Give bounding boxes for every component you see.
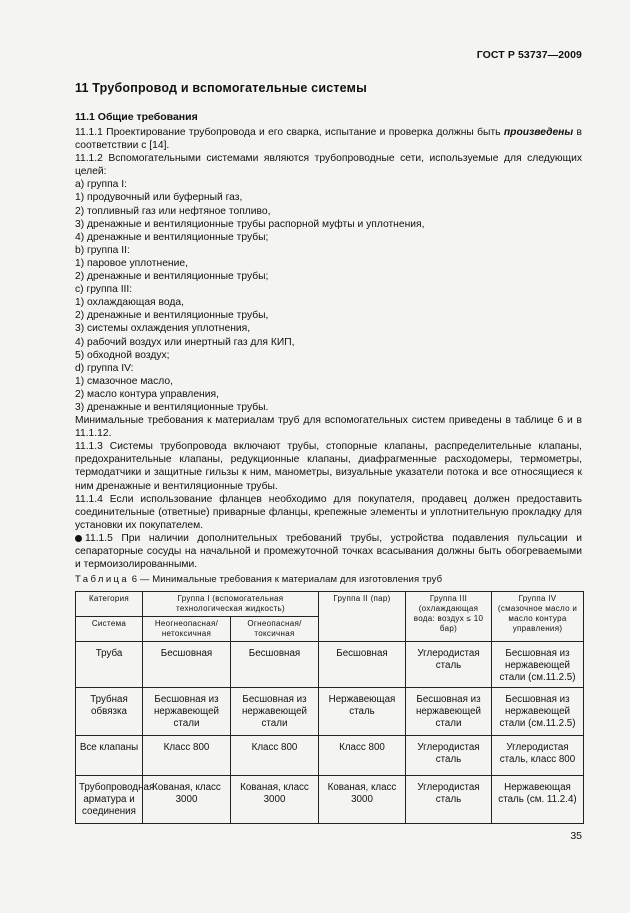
table-cell: Кованая, класс 3000 — [319, 776, 406, 824]
table-cell: Углеродистая сталь — [406, 642, 492, 688]
list-item: 3) системы охлаждения уплотнения, — [75, 323, 251, 335]
list-item: b) группа II: — [75, 244, 130, 256]
table-cell: Трубопроводная арматура и соединения — [76, 776, 143, 824]
paragraph-11-1-3: 11.1.3 Системы трубопровода включают трубы, стопорные клапаны, распределительные клапаны, предохранительные клапаны, редукционные клапаны, диафрагменные расходомеры, термометры, термодатчики и защитные гильзы к ним, манометры, визуальные указатели потока и все относящиеся к ним дренажные и вентиляционные трубы. — [75, 441, 582, 492]
paragraph-11-1-1: 11.1.1 Проектирование трубопровода и его сварка, испытание и проверка должны быть произведены в соответствии с [14]. — [75, 127, 582, 152]
header-g1-nonflammable: Неогнеопасная/ нетоксичная — [143, 617, 231, 642]
table-cell: Бесшовная из нержавеющей стали (см.11.2.5) — [492, 688, 584, 736]
materials-table — [75, 591, 584, 824]
aux-systems-list — [75, 178, 582, 414]
table-cell: Нержавеющая сталь — [319, 688, 406, 736]
list-item: c) группа III: — [75, 284, 133, 296]
table-cell: Бесшовная из нержавеющей стали — [143, 688, 231, 736]
table-cell: Трубная обвязка — [76, 688, 143, 736]
body-text — [75, 126, 582, 571]
table-cell: Нержавеющая сталь (см. 11.2.4) — [492, 776, 584, 824]
table-row — [76, 776, 584, 824]
table-cell: Кованая, класс 3000 — [231, 776, 319, 824]
header-group-4: Группа IV (смазочное масло и масло контура управления) — [492, 592, 584, 642]
table-cell: Бесшовная — [231, 642, 319, 688]
section-title: 11 Трубопровод и вспомогательные системы — [75, 81, 367, 95]
table-cell: Бесшовная — [319, 642, 406, 688]
table-cell: Бесшовная — [143, 642, 231, 688]
emphasis-word: произведены — [503, 127, 574, 138]
subsection-title: 11.1 Общие требования — [75, 111, 198, 123]
document-code: ГОСТ Р 53737—2009 — [476, 49, 582, 61]
bullet-icon — [75, 535, 82, 542]
table-cell: Кованая, класс 3000 — [143, 776, 231, 824]
list-item: 1) смазочное масло, — [75, 375, 173, 387]
table-cell: Бесшовная из нержавеющей стали — [231, 688, 319, 736]
list-item: 2) дренажные и вентиляционные трубы, — [75, 310, 269, 322]
list-item: 1) продувочный или буферный газ, — [75, 192, 243, 204]
table-cell: Труба — [76, 642, 143, 688]
table-cell: Углеродистая сталь — [406, 776, 492, 824]
list-item: 2) дренажные и вентиляционные трубы; — [75, 271, 269, 283]
table-cell: Углеродистая сталь — [406, 736, 492, 776]
list-item: 1) охлаждающая вода, — [75, 297, 184, 309]
list-item: 1) паровое уплотнение, — [75, 257, 188, 269]
paragraph-11-1-4: 11.1.4 Если использование фланцев необходимо для покупателя, продавец должен предоставить соединительные (ответные) приварные фланцы, крепежные элементы и уплотнительную прокладку для установки их покупателем. — [75, 493, 582, 531]
table-cell: Бесшовная из нержавеющей стали — [406, 688, 492, 736]
header-g1-flammable: Огнеопасная/ токсичная — [231, 617, 319, 642]
table-cell: Все клапаны — [76, 736, 143, 776]
list-item: 3) дренажные и вентиляционные трубы. — [75, 401, 269, 413]
table-row — [76, 642, 584, 688]
table-cell: Класс 800 — [231, 736, 319, 776]
paragraph-min-requirements: Минимальные требования к материалам труб для вспомогательных систем приведены в таблице 6 и в 11.1.12. — [75, 415, 582, 440]
header-group-3: Группа III (охлаждающая вода: воздух ≤ 10 бар) — [406, 592, 492, 642]
list-item: 2) масло контура управления, — [75, 388, 219, 400]
list-item: d) группа IV: — [75, 362, 134, 374]
paragraph-11-1-5: 11.1.5 При наличии дополнительных требований трубы, устройства подавления пульсации и сепараторные сосуды на начальной и промежуточной точках всасывания должны быть обогреваемыми и термоизолированными. — [75, 532, 582, 571]
table-row — [76, 688, 584, 736]
table-caption: Таблица 6 — Минимальные требования к материалам для изготовления труб — [75, 574, 443, 585]
header-group-1: Группа I (вспомогательная технологическая жидкость) — [143, 592, 319, 617]
list-item: 3) дренажные и вентиляционные трубы распорной муфты и уплотнения, — [75, 218, 425, 230]
table-cell: Углеродистая сталь, класс 800 — [492, 736, 584, 776]
table-body — [76, 642, 584, 824]
list-item: 2) топливный газ или нефтяное топливо, — [75, 205, 271, 217]
header-system: Система — [76, 617, 143, 642]
list-item: 4) рабочий воздух или инертный газ для КИП, — [75, 336, 295, 348]
paragraph-11-1-2: 11.1.2 Вспомогательными системами являются трубопроводные сети, используемые для следующих целей: — [75, 153, 582, 178]
table-row — [76, 736, 584, 776]
header-category: Категория — [76, 592, 143, 617]
page-number: 35 — [570, 830, 582, 842]
header-group-2: Группа II (пар) — [319, 592, 406, 642]
table-cell: Класс 800 — [143, 736, 231, 776]
list-item: 4) дренажные и вентиляционные трубы; — [75, 231, 269, 243]
list-item: 5) обходной воздух; — [75, 349, 170, 361]
list-item: а) группа I: — [75, 179, 127, 191]
table-cell: Класс 800 — [319, 736, 406, 776]
table-cell: Бесшовная из нержавеющей стали (см.11.2.5) — [492, 642, 584, 688]
